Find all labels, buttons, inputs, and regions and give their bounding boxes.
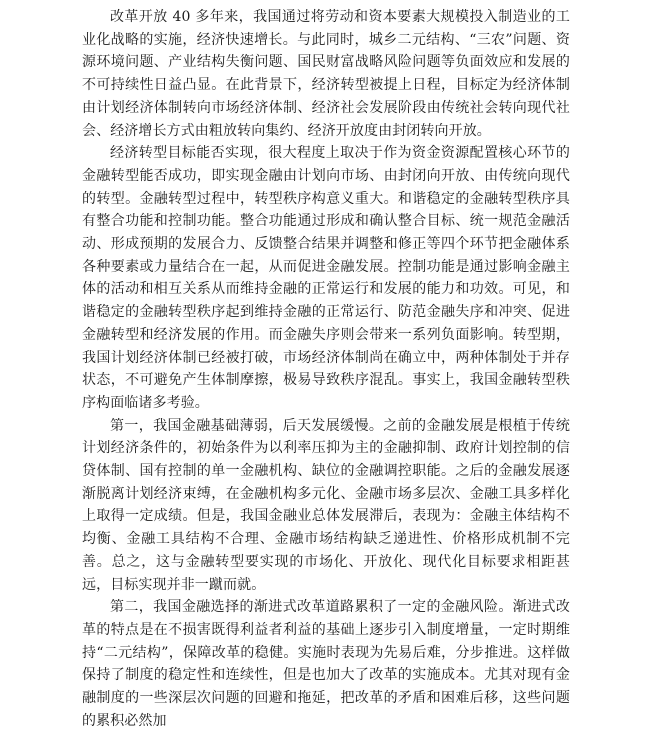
paragraph-transition-goals: 经济转型目标能否实现，很大程度上取决于作为资金资源配置核心环节的金融转型能否成功，即实现金融由计划向市场、由封闭向开放、由传统向现代的转型。金融转型过程中，转型秩序构意义重大。和谐稳定的金融转型秩序具有整合功能和控制功能。整合功能通过形成和确认整合目标、统一规范金融活动、形成预期的发展合力、反馈整合结果并调整和修正等四个环节把金融体系各种要素或力量结合在一起，从而促进金融发展。控制功能是通过影响金融主体的活动和相互关系从而维持金融的正常运行和发展的能力和功效。可见，和谐稳定的金融转型秩序起到维持金融的正常运行、防范金融失序和冲突、促进金融转型和经济发展的作用。而金融失序则会带来一系列负面影响。转型期，我国计划经济体制已经被打破，市场经济体制尚在确立中，两种体制处于并存状态，不可避免产生体制摩擦，极易导致秩序混乱。事实上，我国金融转型秩序构面临诸多考验。 xyxy=(82,145,570,411)
document-page xyxy=(82,6,570,733)
paragraph-first-point: 第一，我国金融基础薄弱，后天发展缓慢。之前的金融发展是根植于传统计划经济条件的，初始条件为以利率压抑为主的金融抑制、政府计划控制的信贷体制、国有控制的单一金融机构、缺位的金融调控职能。之后的金融发展逐渐脱离计划经济束缚，在金融机构多元化、金融市场多层次、金融工具多样化上取得一定成绩。但是，我国金融业总体发展滞后，表现为：金融主体结构不均衡、金融工具结构不合理、金融市场结构缺乏递进性、价格形成机制不完善。总之，这与金融转型要实现的市场化、开放化、现代化目标要求相距甚远，目标实现并非一蹴而就。 xyxy=(82,417,570,593)
paragraph-second-point: 第二，我国金融选择的渐进式改革道路累积了一定的金融风险。渐进式改革的特点是在不损害既得利益者利益的基础上逐步引入制度增量，一定时期维持“二元结构”，保障改革的稳健。实施时表现为先易后难，分步推进。这样做保持了制度的稳定性和连续性，但是也加大了改革的实施成本。尤其对现有金融制度的一些深层次问题的回避和拖延，把改革的矛盾和困难后移，这些问题的累积必然加 xyxy=(82,599,570,729)
paragraph-intro: 改革开放 40 多年来，我国通过将劳动和资本要素大规模投入制造业的工业化战略的实施，经济快速增长。与此同时，城乡二元结构、“三农”问题、资源环境问题、产业结构失衡问题、国民财富战略风险问题等负面效应和发展的不可持续性日益凸显。在此背景下，经济转型被提上日程，目标定为经济体制由计划经济体制转向市场经济体制、经济社会发展阶段由传统社会转向现代社会、经济增长方式由粗放转向集约、经济开放度由封闭转向开放。 xyxy=(82,9,570,139)
